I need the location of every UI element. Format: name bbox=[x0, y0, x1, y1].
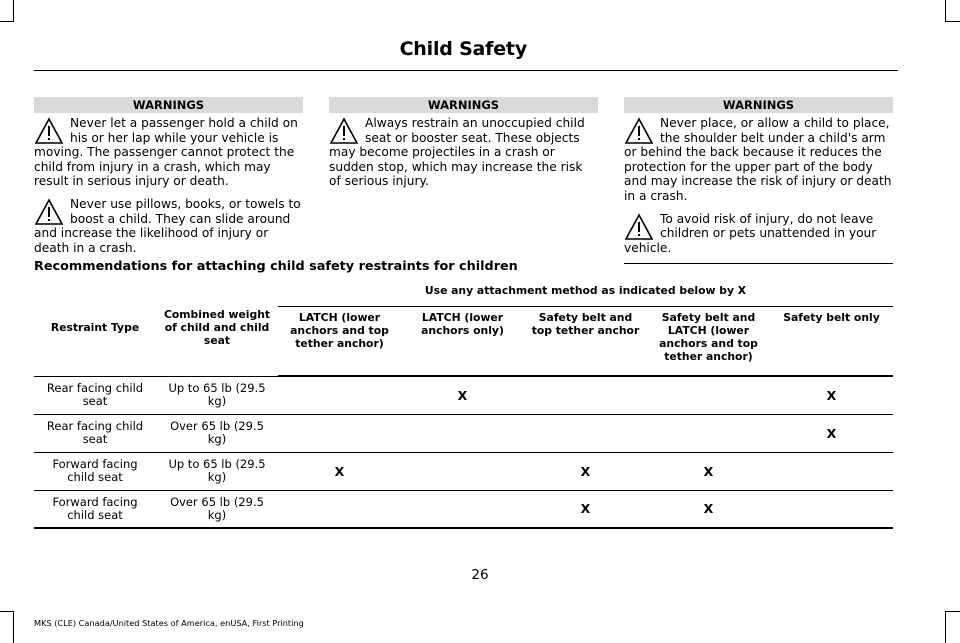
cell-weight: Up to 65 lb (29.5 kg) bbox=[156, 452, 278, 490]
footer-edition-text: MKS (CLE) Canada/United States of America, enUSA, First Printing bbox=[34, 618, 304, 628]
cell-mark bbox=[401, 452, 524, 490]
warning-triangle-icon bbox=[624, 117, 654, 145]
header-attachment-group: Use any attachment method as indicated below by X bbox=[278, 280, 893, 307]
cell-mark bbox=[770, 452, 893, 490]
warning-triangle-icon bbox=[34, 198, 64, 226]
cell-mark bbox=[647, 414, 770, 452]
crop-mark-top-right-v bbox=[945, 0, 946, 22]
warnings-column-2 bbox=[329, 97, 598, 197]
cell-mark bbox=[278, 414, 401, 452]
crop-mark-bottom-right-h bbox=[945, 611, 960, 612]
table-row bbox=[34, 414, 893, 452]
header-method-belt-tether: Safety belt and top tether anchor bbox=[524, 307, 647, 377]
cell-mark bbox=[770, 490, 893, 528]
warning-item bbox=[624, 212, 893, 256]
cell-mark bbox=[401, 490, 524, 528]
warning-triangle-icon bbox=[624, 213, 654, 241]
cell-mark: X bbox=[278, 452, 401, 490]
warning-triangle-icon bbox=[34, 117, 64, 145]
warnings-heading: WARNINGS bbox=[329, 97, 598, 113]
cell-mark: X bbox=[401, 376, 524, 414]
cell-mark: X bbox=[647, 452, 770, 490]
cell-mark bbox=[278, 376, 401, 414]
warnings-column-1 bbox=[34, 97, 303, 263]
warning-item bbox=[34, 116, 303, 189]
table-row bbox=[34, 490, 893, 528]
warning-text: Never use pillows, books, or towels to boost a child. They can slide around and increase the likelihood of injury or death in a crash. bbox=[34, 196, 301, 255]
header-divider bbox=[34, 70, 898, 71]
cell-weight: Over 65 lb (29.5 kg) bbox=[156, 490, 278, 528]
header-method-latch-full: LATCH (lower anchors and top tether anchor) bbox=[278, 307, 401, 377]
warning-item bbox=[329, 116, 598, 189]
cell-mark: X bbox=[524, 452, 647, 490]
cell-weight: Up to 65 lb (29.5 kg) bbox=[156, 376, 278, 414]
cell-mark: X bbox=[770, 376, 893, 414]
crop-mark-top-left-v bbox=[13, 0, 14, 22]
crop-mark-bottom-right-v bbox=[945, 611, 946, 643]
cell-restraint-type: Forward facing child seat bbox=[34, 452, 156, 490]
cell-mark: X bbox=[770, 414, 893, 452]
cell-mark bbox=[278, 490, 401, 528]
page-number: 26 bbox=[471, 567, 489, 583]
header-method-belt-latch: Safety belt and LATCH (lower anchors and top tether anchor) bbox=[647, 307, 770, 377]
table-row bbox=[34, 376, 893, 414]
cell-mark bbox=[647, 376, 770, 414]
section-title: Recommendations for attaching child safety restraints for children bbox=[34, 259, 518, 274]
warning-triangle-icon bbox=[329, 117, 359, 145]
warnings-column-3 bbox=[624, 97, 893, 264]
warnings-heading: WARNINGS bbox=[34, 97, 303, 113]
header-restraint-type: Restraint Type bbox=[34, 280, 156, 376]
cell-restraint-type: Forward facing child seat bbox=[34, 490, 156, 528]
cell-mark: X bbox=[524, 490, 647, 528]
warning-item bbox=[34, 197, 303, 255]
page-header-title: Child Safety bbox=[399, 38, 527, 60]
warning-text: Never place, or allow a child to place, the shoulder belt under a child's arm or behind the back because it reduces the protection for the upper part of the body and may increase the risk of injury or death in a crash. bbox=[624, 116, 892, 203]
cell-mark: X bbox=[647, 490, 770, 528]
warning-text: To avoid risk of injury, do not leave children or pets unattended in your vehicle. bbox=[624, 211, 877, 255]
cell-restraint-type: Rear facing child seat bbox=[34, 376, 156, 414]
restraint-recommendations-table bbox=[34, 280, 893, 529]
header-method-belt-only: Safety belt only bbox=[770, 307, 893, 377]
cell-mark bbox=[401, 414, 524, 452]
table-header-row bbox=[34, 280, 893, 307]
crop-mark-top-left-h bbox=[0, 21, 14, 22]
crop-mark-top-right-h bbox=[945, 21, 960, 22]
header-combined-weight: Combined weight of child and child seat bbox=[156, 280, 278, 376]
crop-mark-bottom-left-h bbox=[0, 611, 14, 612]
cell-weight: Over 65 lb (29.5 kg) bbox=[156, 414, 278, 452]
header-method-latch-lower: LATCH (lower anchors only) bbox=[401, 307, 524, 377]
cell-mark bbox=[524, 376, 647, 414]
column-divider bbox=[624, 263, 893, 264]
cell-mark bbox=[524, 414, 647, 452]
warning-item bbox=[624, 116, 893, 204]
cell-restraint-type: Rear facing child seat bbox=[34, 414, 156, 452]
table-row bbox=[34, 452, 893, 490]
warning-text: Never let a passenger hold a child on his or her lap while your vehicle is moving. The passenger cannot protect the child from injury in a crash, which may result in serious injury or death. bbox=[34, 116, 298, 189]
warning-text: Always restrain an unoccupied child seat or booster seat. These objects may become projectiles in a crash or sudden stop, which may increase the risk of serious injury. bbox=[329, 116, 585, 189]
warnings-heading: WARNINGS bbox=[624, 97, 893, 113]
crop-mark-bottom-left-v bbox=[13, 611, 14, 643]
